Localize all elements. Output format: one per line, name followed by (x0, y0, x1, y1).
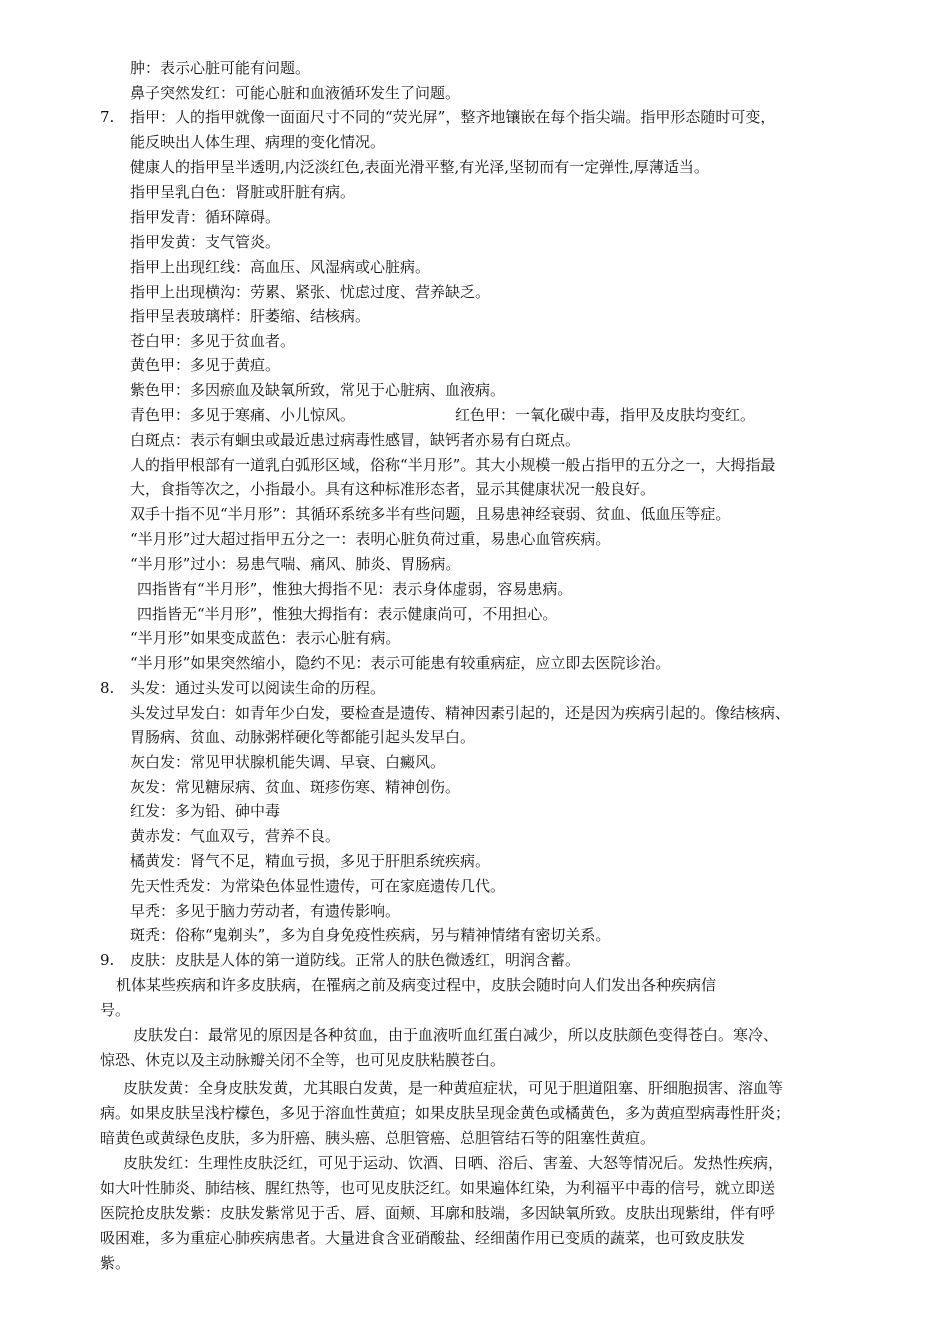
text-line: 能反映出人体生理、病理的变化情况。 (130, 133, 386, 151)
text-line: 青色甲：多见于寒痛、小儿惊风。 (130, 406, 356, 424)
list-number: 8. (100, 679, 115, 697)
text-line: 惊恐、休克以及主动脉瓣关闭不全等，也可见皮肤粘膜苍白。 (100, 1051, 506, 1069)
text-line: 鼻子突然发红：可能心脏和血液循环发生了问题。 (130, 84, 461, 102)
text-line: 黄色甲：多见于黄疸。 (130, 356, 281, 374)
text-line: 大，食指等次之，小指最小。具有这种标准形态者，显示其健康状况一般良好。 (130, 480, 656, 498)
text-line: 肿：表示心脏可能有问题。 (130, 59, 311, 77)
text-line: 头发过早发白：如青年少白发，要检查是遗传、精神因素引起的，还是因为疾病引起的。像结核病、 (130, 704, 791, 722)
text-line: 红色甲：一氧化碳中毒，指甲及皮肤均变红。 (455, 406, 756, 424)
text-line: 病。如果皮肤呈浅柠檬色，多见于溶血性黄疸；如果皮肤呈现金黄色或橘黄色，多为黄疸型病毒性肝炎； (100, 1104, 791, 1122)
text-line: 斑秃：俗称“鬼剃头”，多为自身免疫性疾病，另与精神情绪有密切关系。 (130, 926, 611, 944)
text-line: 机体某些疾病和许多皮肤病，在罹病之前及病变过程中，皮肤会随时向人们发出各种疾病信 (116, 976, 717, 994)
text-line: 指甲呈表玻璃样：肝萎缩、结核病。 (130, 307, 371, 325)
text-line: 黄赤发：气血双亏，营养不良。 (130, 827, 341, 845)
text-line: 医院抢皮肤发紫：皮肤发紫常见于舌、唇、面颊、耳廓和肢端，多因缺氧所致。皮肤出现紫绀，伴有呼 (100, 1204, 776, 1222)
text-line: 皮肤发白：最常见的原因是各种贫血，由于血液听血红蛋白减少，所以皮肤颜色变得苍白。寒冷、 (133, 1026, 779, 1044)
text-line: 指甲上出现红线：高血压、风湿病或心脏病。 (130, 258, 431, 276)
text-line: “半月形”如果变成蓝色：表示心脏有病。 (130, 629, 401, 647)
section-heading-hair: 头发：通过头发可以阅读生命的历程。 (130, 679, 386, 697)
list-number: 9. (100, 951, 115, 969)
text-line: 白斑点：表示有蛔虫或最近患过病毒性感冒，缺钙者亦易有白斑点。 (130, 431, 581, 449)
text-line: 指甲发黄：支气管炎。 (130, 233, 281, 251)
text-line: 如大叶性肺炎、肺结核、腥红热等，也可见皮肤泛红。如果遍体红染，为利福平中毒的信号，就立即送 (100, 1179, 776, 1197)
text-line: “半月形”过大超过指甲五分之一：表明心脏负荷过重，易患心血管疾病。 (130, 530, 611, 548)
text-line: “半月形”如果突然缩小，隐约不见：表示可能患有较重病症，应立即去医院诊治。 (130, 654, 671, 672)
text-line: 四指皆无“半月形”，惟独大拇指有：表示健康尚可，不用担心。 (137, 605, 558, 623)
text-line: 指甲发青：循环障碍。 (130, 208, 281, 226)
list-number: 7. (100, 108, 115, 126)
text-line: 指甲呈乳白色：肾脏或肝脏有病。 (130, 183, 356, 201)
text-line: “半月形”过小：易患气喘、痛风、肺炎、胃肠病。 (130, 555, 461, 573)
text-line: 胃肠病、贫血、动脉粥样硬化等都能引起头发早白。 (130, 728, 476, 746)
text-line: 健康人的指甲呈半透明,内泛淡红色,表面光滑平整,有光泽,坚韧而有一定弹性,厚薄适当。 (130, 158, 709, 176)
text-line: 号。 (100, 1001, 131, 1019)
text-line: 双手十指不见“半月形”：其循环系统多半有些问题，且易患神经衰弱、贫血、低血压等症。 (130, 505, 731, 523)
text-line: 皮肤发红：生理性皮肤泛红，可见于运动、饮酒、日晒、浴后、害羞、大怒等情况后。发热性疾病， (123, 1154, 784, 1172)
text-line: 灰发：常见糖尿病、贫血、斑疹伤寒、精神创伤。 (130, 778, 461, 796)
section-heading-skin: 皮肤：皮肤是人体的第一道防线。正常人的肤色微透红，明润含蓄。 (130, 951, 581, 969)
text-line: 四指皆有“半月形”，惟独大拇指不见：表示身体虚弱，容易患病。 (137, 580, 573, 598)
text-line: 先天性秃发：为常染色体显性遗传，可在家庭遗传几代。 (130, 877, 506, 895)
text-line: 苍白甲：多见于贫血者。 (130, 332, 296, 350)
text-line: 人的指甲根部有一道乳白弧形区域，俗称“半月形”。其大小规模一般占指甲的五分之一，大拇指最 (130, 456, 776, 474)
section-heading-nails: 指甲：人的指甲就像一面面尺寸不同的“荧光屏”，整齐地镶嵌在每个指尖端。指甲形态随时可变， (130, 108, 776, 126)
text-line: 早秃：多见于脑力劳动者，有遗传影响。 (130, 902, 401, 920)
text-line: 灰白发：常见甲状腺机能失调、早衰、白癜风。 (130, 753, 446, 771)
text-line: 红发：多为铅、砷中毒 (130, 802, 281, 820)
text-line: 紫。 (100, 1254, 131, 1272)
text-line: 橘黄发：肾气不足，精血亏损，多见于肝胆系统疾病。 (130, 852, 491, 870)
text-line: 皮肤发黄：全身皮肤发黄，尤其眼白发黄，是一种黄疸症状，可见于胆道阻塞、肝细胞损害、溶血等 (123, 1079, 784, 1097)
text-line: 紫色甲：多因瘀血及缺氧所致，常见于心脏病、血液病。 (130, 381, 506, 399)
text-line: 吸困难，多为重症心肺疾病患者。大量进食含亚硝酸盐、经细菌作用已变质的蔬菜，也可致皮肤发 (100, 1229, 746, 1247)
text-line: 指甲上出现横沟：劳累、紧张、忧虑过度、营养缺乏。 (130, 283, 491, 301)
text-line: 暗黄色或黄绿色皮肤，多为肝癌、胰头癌、总胆管癌、总胆管结石等的阻塞性黄疸。 (100, 1129, 656, 1147)
